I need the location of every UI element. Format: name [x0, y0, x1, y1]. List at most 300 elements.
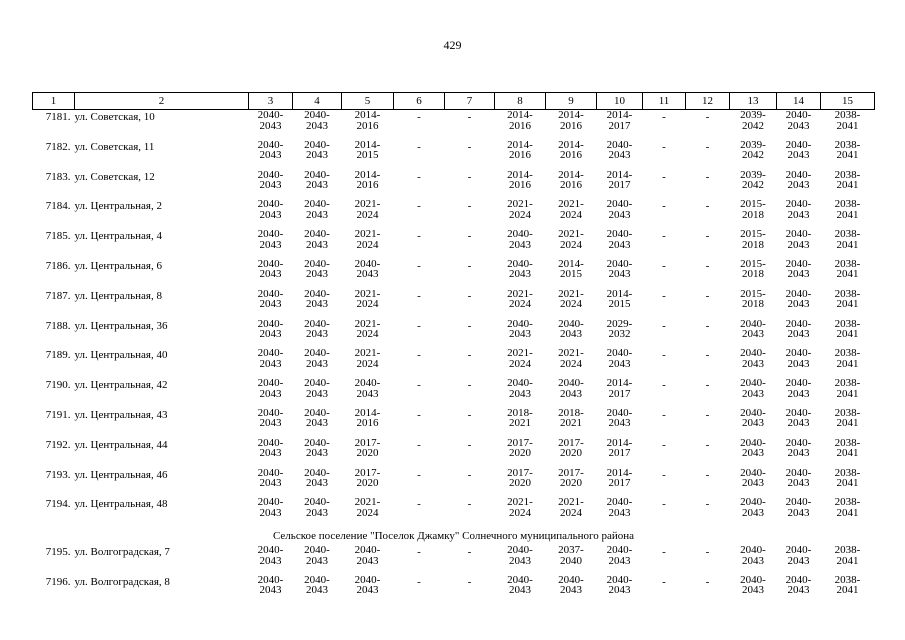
empty-cell: -	[417, 140, 421, 153]
period-end: 2041	[836, 506, 859, 519]
period-end: 2043	[608, 554, 631, 567]
period-end: 2043	[306, 387, 328, 400]
period-start: 2040-	[507, 377, 533, 390]
period-end: 2043	[787, 447, 810, 460]
period-cell	[495, 289, 546, 319]
row-number: 7183.	[45, 170, 71, 183]
period-cell	[293, 468, 342, 498]
period-cell	[293, 438, 342, 468]
period-start: 2021-	[354, 496, 381, 509]
period-end: 2043	[608, 506, 631, 519]
period-start: 2040-	[304, 257, 330, 270]
period-start: 2040-	[785, 347, 812, 360]
period-cell	[730, 348, 777, 378]
row-address: ул. Центральная, 2	[74, 200, 162, 213]
period-cell	[293, 140, 342, 170]
period-start: 2040-	[354, 257, 381, 270]
period-start: 2040-	[257, 287, 284, 300]
period-end: 2043	[742, 328, 764, 341]
period-start: 2014-	[606, 109, 633, 121]
period-end: 2020	[560, 447, 582, 460]
period-cell	[546, 468, 597, 498]
empty-cell: -	[705, 200, 710, 213]
period-end: 2043	[787, 119, 810, 132]
period-end: 2043	[509, 328, 531, 341]
empty-cell: -	[662, 408, 666, 421]
period-start: 2040-	[257, 496, 284, 509]
period-end: 2024	[560, 238, 582, 251]
period-start: 2040-	[740, 436, 766, 449]
period-start: 2018-	[558, 406, 584, 419]
period-start: 2040-	[740, 544, 766, 557]
column-header: 1	[33, 93, 75, 110]
period-cell	[777, 289, 821, 319]
period-end: 2043	[742, 417, 764, 430]
period-start: 2017-	[507, 436, 533, 449]
period-end: 2016	[560, 149, 582, 162]
empty-cell: -	[705, 379, 710, 392]
period-cell	[821, 408, 875, 438]
period-start: 2014-	[507, 109, 533, 121]
period-start: 2021-	[354, 198, 381, 211]
column-header: 15	[821, 93, 875, 110]
period-cell	[777, 378, 821, 408]
column-header: 12	[686, 93, 730, 110]
table-row	[33, 545, 875, 575]
period-cell	[821, 259, 875, 289]
period-cell	[293, 545, 342, 575]
period-end: 2041	[836, 119, 859, 132]
period-start: 2038-	[834, 347, 861, 360]
period-end: 2043	[259, 238, 282, 251]
period-start: 2040-	[785, 544, 812, 557]
period-start: 2021-	[507, 347, 533, 360]
table-row	[33, 408, 875, 438]
period-start: 2021-	[354, 317, 381, 330]
period-start: 2040-	[740, 347, 766, 360]
empty-cell: -	[662, 319, 666, 332]
period-cell	[730, 319, 777, 349]
period-start: 2040-	[785, 138, 812, 151]
period-start: 2021-	[558, 198, 584, 211]
empty-cell: -	[467, 546, 472, 559]
row-number: 7191.	[45, 408, 71, 421]
empty-cell: -	[467, 111, 472, 123]
period-cell	[597, 259, 643, 289]
column-header: 9	[546, 93, 597, 110]
period-cell	[342, 259, 394, 289]
period-start: 2040-	[785, 109, 812, 121]
empty-cell: -	[417, 468, 421, 481]
empty-cell: -	[662, 230, 666, 243]
period-end: 2043	[560, 328, 582, 341]
period-end: 2043	[509, 554, 531, 567]
row-number: 7189.	[45, 349, 71, 362]
empty-cell: -	[705, 438, 710, 451]
period-cell	[249, 140, 293, 170]
period-end: 2016	[356, 417, 379, 430]
period-end: 2043	[787, 179, 810, 192]
period-end: 2043	[306, 238, 328, 251]
period-start: 2040-	[740, 496, 766, 509]
period-end: 2020	[560, 477, 582, 490]
period-end: 2043	[509, 238, 531, 251]
period-start: 2040-	[606, 228, 633, 241]
empty-cell: -	[417, 408, 421, 421]
period-start: 2040-	[785, 317, 812, 330]
period-start: 2038-	[834, 406, 861, 419]
period-cell	[495, 497, 546, 527]
period-start: 2038-	[834, 228, 861, 241]
period-end: 2017	[608, 119, 631, 132]
period-cell	[249, 497, 293, 527]
empty-cell: -	[467, 259, 472, 272]
period-cell	[730, 289, 777, 319]
period-cell	[777, 319, 821, 349]
empty-cell: -	[467, 408, 472, 421]
period-start: 2040-	[304, 347, 330, 360]
period-cell	[293, 229, 342, 259]
period-end: 2043	[608, 268, 631, 281]
period-start: 2039-	[740, 168, 766, 181]
period-end: 2043	[742, 554, 764, 567]
period-end: 2024	[560, 357, 582, 370]
period-start: 2040-	[785, 466, 812, 479]
period-start: 2014-	[558, 257, 584, 270]
section-row	[33, 527, 875, 545]
period-cell	[730, 378, 777, 408]
period-start: 2014-	[354, 406, 381, 419]
table-row	[33, 140, 875, 170]
section-title: Сельское поселение "Поселок Джамку" Солнечного муниципального района	[272, 530, 635, 543]
period-end: 2043	[742, 387, 764, 400]
period-start: 2038-	[834, 257, 861, 270]
period-end: 2041	[836, 477, 859, 490]
period-start: 2014-	[507, 168, 533, 181]
table-row	[33, 170, 875, 200]
period-cell	[821, 319, 875, 349]
period-end: 2043	[509, 387, 531, 400]
period-cell	[597, 497, 643, 527]
period-end: 2024	[509, 506, 531, 519]
period-cell	[821, 497, 875, 527]
table-row	[33, 319, 875, 349]
period-start: 2038-	[834, 573, 861, 586]
period-cell	[293, 408, 342, 438]
table-body-section	[33, 545, 875, 605]
period-end: 2043	[787, 208, 810, 221]
period-end: 2041	[836, 149, 859, 162]
period-cell	[249, 378, 293, 408]
empty-cell: -	[417, 289, 421, 302]
empty-cell: -	[662, 111, 666, 123]
period-end: 2024	[560, 208, 582, 221]
period-end: 2043	[306, 298, 328, 311]
row-number: 7185.	[45, 230, 71, 243]
period-start: 2021-	[354, 287, 381, 300]
period-start: 2038-	[834, 317, 861, 330]
period-end: 2043	[259, 554, 282, 567]
period-end: 2024	[509, 298, 531, 311]
period-end: 2020	[356, 477, 379, 490]
period-cell	[777, 575, 821, 605]
period-cell	[821, 170, 875, 200]
period-cell	[597, 408, 643, 438]
period-end: 2043	[306, 328, 328, 341]
period-cell	[342, 378, 394, 408]
period-start: 2040-	[354, 377, 381, 390]
row-number: 7184.	[45, 200, 71, 213]
period-cell	[777, 438, 821, 468]
empty-cell: -	[705, 111, 710, 123]
period-cell	[730, 259, 777, 289]
column-header: 2	[75, 93, 249, 110]
empty-cell: -	[705, 408, 710, 421]
period-start: 2040-	[606, 347, 633, 360]
period-start: 2040-	[606, 138, 633, 151]
period-end: 2043	[560, 387, 582, 400]
period-end: 2016	[509, 149, 531, 162]
period-end: 2020	[356, 447, 379, 460]
period-start: 2040-	[785, 573, 812, 586]
period-cell	[546, 110, 597, 140]
period-end: 2041	[836, 554, 859, 567]
empty-cell: -	[417, 349, 421, 362]
period-cell	[495, 229, 546, 259]
period-end: 2016	[509, 179, 531, 192]
period-start: 2040-	[257, 466, 284, 479]
period-end: 2043	[560, 584, 582, 597]
period-end: 2043	[787, 328, 810, 341]
period-cell	[249, 319, 293, 349]
period-cell	[546, 259, 597, 289]
period-start: 2040-	[785, 377, 812, 390]
period-start: 2040-	[740, 377, 766, 390]
period-end: 2043	[259, 119, 282, 132]
period-end: 2043	[259, 387, 282, 400]
period-start: 2040-	[785, 287, 812, 300]
period-end: 2043	[787, 268, 810, 281]
period-cell	[249, 110, 293, 140]
period-cell	[597, 140, 643, 170]
period-cell	[777, 497, 821, 527]
row-number: 7193.	[45, 468, 71, 481]
period-end: 2041	[836, 357, 859, 370]
period-start: 2017-	[558, 436, 584, 449]
period-end: 2041	[836, 328, 859, 341]
period-end: 2043	[787, 149, 810, 162]
period-end: 2041	[836, 584, 859, 597]
period-cell	[342, 140, 394, 170]
period-start: 2040-	[304, 198, 330, 211]
empty-cell: -	[705, 546, 710, 559]
empty-cell: -	[467, 200, 472, 213]
period-start: 2040-	[507, 317, 533, 330]
period-start: 2040-	[304, 573, 330, 586]
period-cell	[730, 199, 777, 229]
period-cell	[342, 199, 394, 229]
row-address: ул. Центральная, 43	[74, 408, 168, 421]
period-start: 2040-	[304, 436, 330, 449]
period-start: 2017-	[354, 436, 381, 449]
period-end: 2043	[259, 357, 282, 370]
row-address: ул. Центральная, 4	[74, 230, 162, 243]
period-cell	[777, 110, 821, 140]
period-cell	[293, 348, 342, 378]
period-end: 2043	[306, 506, 328, 519]
schedule-table	[32, 92, 875, 605]
period-end: 2016	[356, 179, 379, 192]
period-start: 2040-	[257, 109, 284, 121]
period-start: 2038-	[834, 168, 861, 181]
column-header: 11	[643, 93, 686, 110]
period-start: 2015-	[740, 257, 766, 270]
period-start: 2014-	[606, 466, 633, 479]
period-cell	[495, 319, 546, 349]
row-number: 7194.	[45, 498, 71, 511]
empty-cell: -	[705, 230, 710, 243]
period-end: 2024	[509, 357, 531, 370]
period-start: 2014-	[606, 287, 633, 300]
empty-cell: -	[662, 468, 666, 481]
period-cell	[495, 170, 546, 200]
period-end: 2043	[306, 477, 328, 490]
table-row	[33, 378, 875, 408]
period-end: 2043	[787, 357, 810, 370]
empty-cell: -	[467, 438, 472, 451]
period-start: 2038-	[834, 377, 861, 390]
empty-cell: -	[662, 140, 666, 153]
period-cell	[546, 229, 597, 259]
empty-cell: -	[467, 289, 472, 302]
empty-cell: -	[417, 111, 421, 123]
period-end: 2043	[306, 119, 328, 132]
period-end: 2043	[509, 584, 531, 597]
table-row	[33, 259, 875, 289]
period-cell	[342, 575, 394, 605]
period-cell	[777, 348, 821, 378]
column-header: 5	[342, 93, 394, 110]
empty-cell: -	[705, 259, 710, 272]
period-start: 2040-	[606, 198, 633, 211]
period-start: 2014-	[558, 168, 584, 181]
section-block	[33, 527, 875, 545]
period-start: 2040-	[606, 496, 633, 509]
empty-cell: -	[705, 319, 710, 332]
period-start: 2040-	[740, 466, 766, 479]
period-start: 2014-	[354, 168, 381, 181]
row-address: ул. Центральная, 40	[74, 349, 168, 362]
row-address: ул. Волгоградская, 7	[74, 546, 170, 559]
empty-cell: -	[467, 319, 472, 332]
period-start: 2040-	[785, 198, 812, 211]
column-header: 6	[394, 93, 445, 110]
empty-cell: -	[662, 200, 666, 213]
period-cell	[821, 110, 875, 140]
period-start: 2038-	[834, 287, 861, 300]
row-number: 7190.	[45, 379, 71, 392]
period-cell	[730, 170, 777, 200]
period-end: 2043	[787, 477, 810, 490]
period-cell	[597, 289, 643, 319]
period-cell	[293, 319, 342, 349]
period-end: 2041	[836, 298, 859, 311]
period-cell	[821, 348, 875, 378]
period-cell	[730, 545, 777, 575]
period-cell	[495, 575, 546, 605]
period-start: 2040-	[785, 436, 812, 449]
period-end: 2043	[306, 268, 328, 281]
period-cell	[293, 259, 342, 289]
period-end: 2024	[356, 298, 379, 311]
period-cell	[777, 408, 821, 438]
empty-cell: -	[417, 200, 421, 213]
period-start: 2040-	[304, 138, 330, 151]
period-end: 2043	[306, 447, 328, 460]
period-start: 2040-	[507, 228, 533, 241]
period-cell	[730, 110, 777, 140]
empty-cell: -	[705, 140, 710, 153]
period-start: 2039-	[740, 138, 766, 151]
period-cell	[597, 378, 643, 408]
period-cell	[249, 259, 293, 289]
period-cell	[293, 170, 342, 200]
period-end: 2021	[509, 417, 531, 430]
period-cell	[777, 259, 821, 289]
period-cell	[730, 468, 777, 498]
row-number: 7195.	[45, 546, 71, 559]
period-end: 2041	[836, 238, 859, 251]
period-cell	[293, 110, 342, 140]
period-start: 2040-	[304, 466, 330, 479]
period-start: 2038-	[834, 466, 861, 479]
empty-cell: -	[662, 498, 666, 511]
period-cell	[730, 497, 777, 527]
period-end: 2024	[356, 238, 379, 251]
period-end: 2043	[259, 584, 282, 597]
period-cell	[342, 170, 394, 200]
period-end: 2043	[787, 417, 810, 430]
period-end: 2043	[306, 208, 328, 221]
period-cell	[546, 408, 597, 438]
period-cell	[777, 170, 821, 200]
period-start: 2040-	[257, 257, 284, 270]
period-cell	[495, 378, 546, 408]
period-cell	[777, 468, 821, 498]
period-end: 2043	[356, 387, 379, 400]
row-address: ул. Центральная, 36	[74, 319, 168, 332]
period-start: 2014-	[558, 138, 584, 151]
period-cell	[546, 497, 597, 527]
period-end: 2040	[560, 554, 582, 567]
period-start: 2040-	[354, 544, 381, 557]
period-cell	[342, 438, 394, 468]
period-start: 2040-	[304, 317, 330, 330]
period-cell	[342, 289, 394, 319]
period-end: 2020	[509, 447, 531, 460]
empty-cell: -	[662, 438, 666, 451]
period-cell	[821, 468, 875, 498]
period-start: 2018-	[507, 406, 533, 419]
period-end: 2043	[509, 268, 531, 281]
period-end: 2041	[836, 208, 859, 221]
period-end: 2043	[356, 584, 379, 597]
period-cell	[821, 140, 875, 170]
period-end: 2043	[306, 584, 328, 597]
period-start: 2040-	[257, 198, 284, 211]
empty-cell: -	[662, 379, 666, 392]
empty-cell: -	[662, 259, 666, 272]
